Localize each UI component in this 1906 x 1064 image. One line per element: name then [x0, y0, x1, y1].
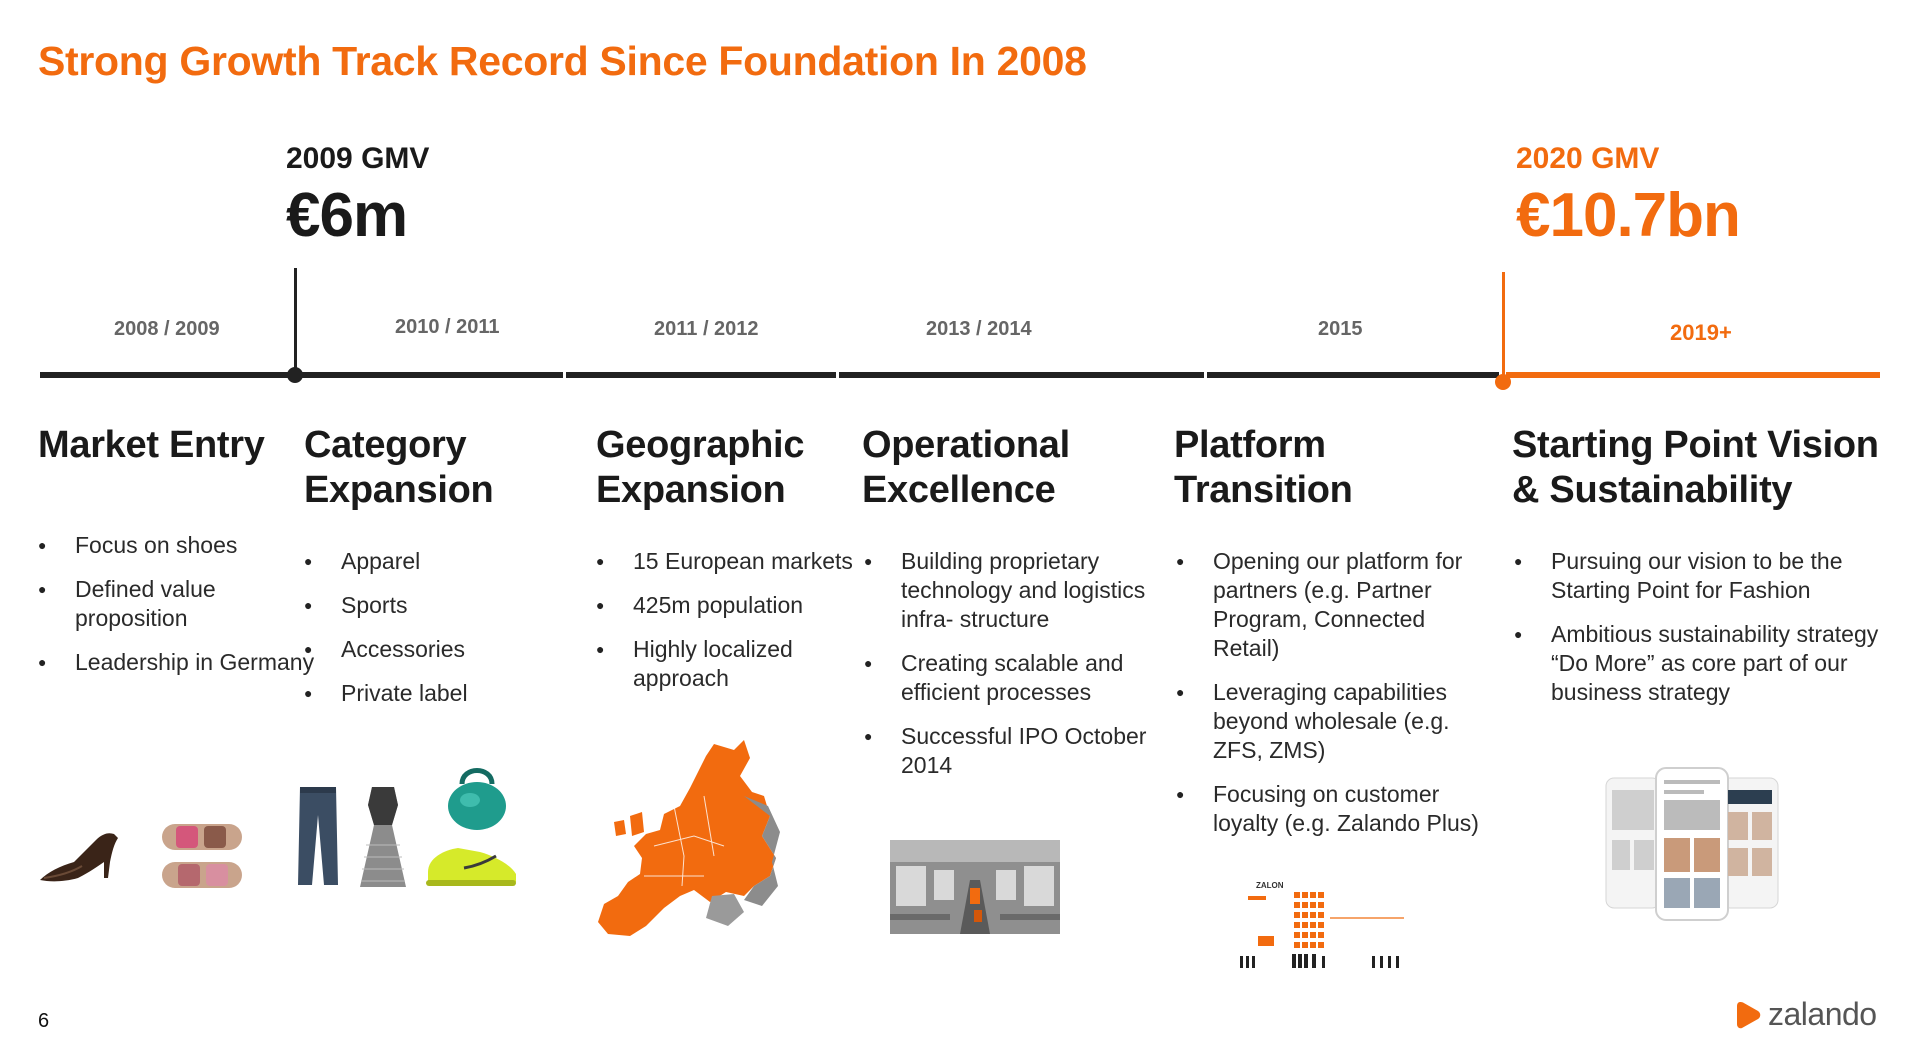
phase-title-category-expansion: Category Expansion: [304, 424, 494, 511]
gmv-2009-value: €6m: [286, 181, 408, 250]
gmv-2009-label: 2009 GMV: [286, 142, 430, 175]
timeline-segment: [1207, 372, 1499, 378]
app-screens-icon: [1602, 766, 1782, 922]
zalando-logo: [1736, 996, 1877, 1033]
gmv-2020-label: 2020 GMV: [1516, 142, 1660, 175]
bullet-list-vision-sustainability: [1514, 547, 1894, 722]
jeans-icon: [296, 785, 340, 887]
list-item: ● 15 European markets: [596, 547, 868, 576]
timeline-segment: [839, 372, 1204, 378]
list-item: ● Focusing on customer loyalty (e.g. Zalando Plus): [1176, 780, 1486, 838]
list-item: ● Pursuing our vision to be the Starting Point for Fashion: [1514, 547, 1854, 605]
list-item: ● Focus on shoes: [38, 531, 328, 560]
timeline-dot-2020: [1495, 374, 1511, 390]
timeline-dot-2009: [287, 367, 303, 383]
list-item: ● Successful IPO October 2014: [864, 722, 1154, 780]
bullet-list-market-entry: [38, 531, 328, 692]
dress-icon: [356, 785, 410, 889]
year-label: 2008 / 2009: [114, 318, 220, 340]
list-item: ● Ambitious sustainability strategy “Do More” as core part of our business strategy: [1514, 620, 1884, 707]
phase-title-operational-excellence: Operational Excellence: [862, 424, 1070, 511]
list-item: ● Creating scalable and efficient processes: [864, 649, 1134, 707]
list-item: ● Leadership in Germany: [38, 648, 328, 677]
phase-title-geographic-expansion: Geographic Expansion: [596, 424, 805, 511]
list-item: ● Building proprietary technology and logistics infra- structure: [864, 547, 1164, 634]
list-item: ● 425m population: [596, 591, 868, 620]
europe-map-icon: [594, 736, 784, 946]
svg-text:ZALON: ZALON: [1256, 881, 1284, 890]
page-title: Strong Growth Track Record Since Foundation In 2008: [38, 38, 1087, 84]
warehouse-photo-icon: [890, 840, 1060, 934]
year-label: 2010 / 2011: [395, 316, 500, 338]
bullet-list-operational-excellence: [864, 547, 1164, 795]
handbag-icon: [446, 760, 508, 832]
bullet-list-category-expansion: [304, 547, 544, 723]
phase-title-vision-sustainability: Starting Point Vision & Sustainability: [1512, 424, 1879, 511]
platform-diagram-icon: [1234, 878, 1414, 970]
list-item: ● Opening our platform for partners (e.g. Partner Program, Connected Retail): [1176, 547, 1476, 663]
sandal-icon: [160, 820, 244, 892]
timeline-marker-2009: [294, 268, 297, 374]
list-item: ● Accessories: [304, 635, 544, 664]
phase-title-platform-transition: Platform Transition: [1174, 424, 1353, 511]
year-label: 2015: [1318, 318, 1363, 340]
list-item: ● Defined value proposition: [38, 575, 248, 633]
list-item: ● Highly localized approach: [596, 635, 826, 693]
year-label: 2011 / 2012: [654, 318, 759, 340]
timeline-segment-current: [1506, 372, 1880, 378]
bullet-list-platform-transition: [1176, 547, 1486, 853]
phase-title-market-entry: Market Entry: [38, 424, 265, 466]
gmv-2020-value: €10.7bn: [1516, 181, 1740, 250]
logo-text: zalando: [1768, 996, 1877, 1032]
heel-shoe-icon: [38, 822, 120, 884]
sneaker-icon: [424, 842, 518, 888]
list-item: ● Apparel: [304, 547, 544, 576]
page-number: 6: [38, 1010, 50, 1032]
list-item: ● Sports: [304, 591, 544, 620]
list-item: ● Leveraging capabilities beyond wholesale (e.g. ZFS, ZMS): [1176, 678, 1466, 765]
list-item: ● Private label: [304, 679, 544, 708]
zalando-logo-icon: [1736, 1000, 1762, 1030]
year-label: 2013 / 2014: [926, 318, 1032, 340]
bullet-list-geographic-expansion: [596, 547, 868, 708]
year-label-current: 2019+: [1670, 320, 1732, 345]
timeline-segment: [566, 372, 836, 378]
timeline-marker-2020: [1502, 272, 1505, 376]
